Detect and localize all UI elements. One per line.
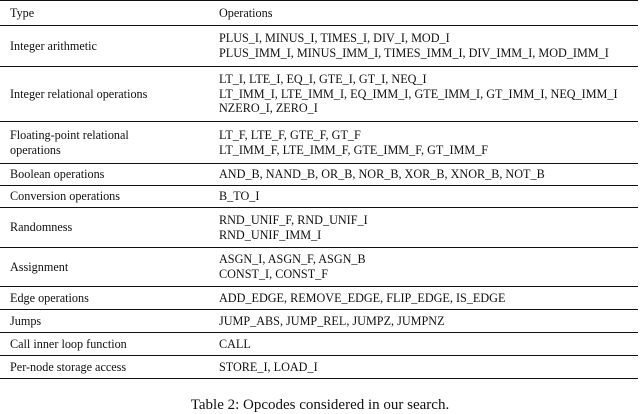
table-caption: Table 2: Opcodes considered in our search. <box>190 397 450 413</box>
table-row <box>0 122 638 164</box>
type-text: Edge operations <box>10 290 89 305</box>
type-text: Integer relational operations <box>10 86 148 101</box>
operations-line: CONST_I, CONST_F <box>219 267 329 281</box>
table-row <box>0 333 638 356</box>
operations-line: CALL <box>219 336 251 351</box>
header-row <box>0 1 638 26</box>
header-operations: Operations <box>219 5 273 20</box>
row-type-cell <box>0 333 219 356</box>
row-operations-cell <box>219 248 638 287</box>
type-text: Integer arithmetic <box>10 38 97 53</box>
type-text: Call inner loop function <box>10 336 127 351</box>
row-type-cell <box>0 26 219 67</box>
table-row <box>0 67 638 122</box>
operations-line: JUMP_ABS, JUMP_REL, JUMPZ, JUMPNZ <box>219 313 445 328</box>
operations-line: B_TO_I <box>219 189 260 204</box>
row-type-cell <box>0 356 219 379</box>
row-type-cell <box>0 310 219 333</box>
row-type-cell <box>0 186 219 208</box>
row-type-cell <box>0 248 219 287</box>
row-operations-cell <box>219 208 638 248</box>
operations-line: RND_UNIF_IMM_I <box>219 227 322 242</box>
table-body <box>0 26 638 379</box>
row-operations-cell <box>219 122 638 164</box>
row-operations-cell <box>219 164 638 186</box>
type-text: Jumps <box>10 313 42 328</box>
table-row <box>0 287 638 310</box>
operations-line: LT_IMM_F, LTE_IMM_F, GTE_IMM_F, GT_IMM_F <box>219 142 489 157</box>
operations-line: LT_I, LTE_I, EQ_I, GTE_I, GT_I, NEQ_I <box>219 72 427 87</box>
row-operations-cell <box>219 287 638 310</box>
type-text: Floating-point relational <box>10 127 129 142</box>
row-operations-cell <box>219 310 638 333</box>
row-type-cell <box>0 67 219 122</box>
type-text: Randomness <box>10 220 73 235</box>
type-text: operations <box>10 142 61 157</box>
operations-line: STORE_I, LOAD_I <box>219 359 318 374</box>
type-text: Boolean operations <box>10 167 105 182</box>
table-header <box>0 1 638 26</box>
type-text: Assignment <box>10 259 69 274</box>
operations-line: PLUS_IMM_I, MINUS_IMM_I, TIMES_IMM_I, DIV_IMM_I, MOD_IMM_I <box>219 46 609 60</box>
row-operations-cell <box>219 67 638 122</box>
row-operations-cell <box>219 356 638 379</box>
operations-line: AND_B, NAND_B, OR_B, NOR_B, XOR_B, XNOR_B, NOT_B <box>219 167 545 182</box>
table-row <box>0 26 638 67</box>
table-row <box>0 356 638 379</box>
table-row <box>0 186 638 208</box>
header-type: Type <box>10 5 35 20</box>
type-text: Conversion operations <box>10 189 121 204</box>
table-row <box>0 310 638 333</box>
operations-line: RND_UNIF_F, RND_UNIF_I <box>219 212 368 227</box>
operations-line: PLUS_I, MINUS_I, TIMES_I, DIV_I, MOD_I <box>219 31 450 46</box>
operations-line: ASGN_I, ASGN_F, ASGN_B <box>219 252 366 267</box>
row-type-cell <box>0 208 219 248</box>
row-operations-cell <box>219 186 638 208</box>
operations-line: LT_IMM_I, LTE_IMM_I, EQ_IMM_I, GTE_IMM_I, GT_IMM_I, NEQ_IMM_I <box>219 86 618 101</box>
row-type-cell <box>0 164 219 186</box>
row-type-cell <box>0 122 219 164</box>
operations-line: NZERO_I, ZERO_I <box>219 101 318 116</box>
row-type-cell <box>0 287 219 310</box>
operations-line: ADD_EDGE, REMOVE_EDGE, FLIP_EDGE, IS_EDGE <box>219 290 506 305</box>
row-operations-cell <box>219 333 638 356</box>
operations-line: LT_F, LTE_F, GTE_F, GT_F <box>219 127 361 142</box>
row-operations-cell <box>219 26 638 67</box>
table-row <box>0 208 638 248</box>
table-row <box>0 248 638 287</box>
table-row <box>0 164 638 186</box>
type-text: Per-node storage access <box>10 359 127 374</box>
